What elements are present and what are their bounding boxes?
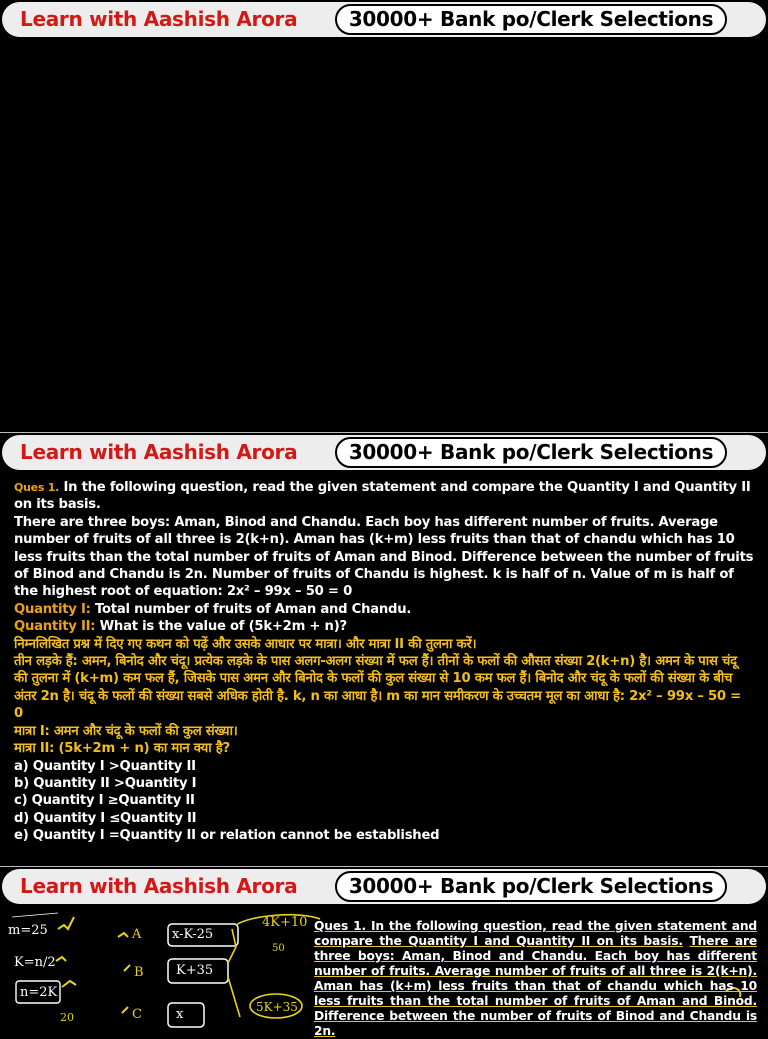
- slide3-question-text: [314, 919, 757, 1039]
- slide-1: [0, 0, 768, 432]
- annotation-b: B: [134, 965, 144, 980]
- annotation-n: n=2K: [20, 985, 58, 1000]
- brand-title: Learn with Aashish Arora: [20, 7, 298, 31]
- question-intro: [14, 479, 754, 514]
- annotation-b-expr: K+35: [176, 963, 214, 978]
- quantity-1-label: Quantity I:: [14, 601, 91, 617]
- annotation-bottom-left: 20: [60, 1011, 74, 1024]
- annotation-top-expr: 4K+10: [262, 915, 308, 930]
- slide-header: [0, 433, 768, 473]
- arrow-stroke: [118, 933, 128, 937]
- slide3-line-2: There are three boys: Aman, Binod and Chandu. Each boy has different number of fruits. Average number of fruits of all three is 2(k+n). Aman has (k+m) less fruits than that of chandu which has 10 less fruits than the total number of fruits of Aman and Binod. Difference between the number of fruits of Binod and Chandu is 2n.: [314, 934, 757, 1038]
- brand-title: Learn with Aashish Arora: [20, 440, 298, 464]
- checkmark-icon: [58, 917, 74, 929]
- question-intro-text: In the following question, read the given statement and compare the Quantity I and Quantity II on its basis.: [14, 480, 751, 513]
- hindi-quantity-1: मात्रा I: अमन और चंदू के फलों की कुल संख्या।: [14, 723, 238, 739]
- annotation-a: A: [132, 927, 142, 942]
- annotation-a-expr: x-K-25: [172, 927, 214, 942]
- option-e: e) Quantity I =Quantity II or relation cannot be established: [14, 828, 440, 844]
- quantity-2-label: Quantity II:: [14, 619, 96, 635]
- slide-header: [0, 0, 768, 40]
- expr-box-c: [168, 1003, 204, 1027]
- annotation-c-expr: x: [176, 1007, 184, 1022]
- question-label: Ques 1.: [14, 481, 60, 494]
- checkmark-icon: [56, 957, 66, 961]
- slide3-line-1: Ques 1. In the following question, read the given statement and compare the Quantity I and Quantity II on its basis.: [314, 919, 757, 948]
- selections-badge: 30000+ Bank po/Clerk Selections: [335, 437, 727, 468]
- slide-3: [0, 867, 768, 1038]
- quantity-1-text: Total number of fruits of Aman and Chandu.: [94, 601, 412, 617]
- option-c: c) Quantity I ≥Quantity II: [14, 793, 195, 809]
- selections-badge: 30000+ Bank po/Clerk Selections: [335, 871, 727, 902]
- hindi-statement: तीन लड़के हैं: अमन, बिनोद और चंदू। प्रत्येक लड़के के पास अलग-अलग संख्या में फल हैं। तीनों के फलों की औसत संख्या 2(k+n) है। अमन के पास चंदू की तुलना में (k+m) कम फल हैं, जिसके पास अमन और बिनोद के फलों की कुल संख्या से 10 कम फल हैं। बिनोद और चंदू के फलों की संख्या के बीच अंतर 2n है। चंदू के फलों की संख्या सबसे अधिक होती है. k, n का आधा है। m का मान समीकरण के उच्चतम मूल का आधा है: 2x² – 99x – 50 = 0: [14, 654, 741, 722]
- quantity-1: [14, 601, 754, 618]
- option-a: a) Quantity I >Quantity II: [14, 758, 196, 774]
- slide-2: [0, 433, 768, 865]
- quantity-2: [14, 618, 754, 635]
- brand-title: Learn with Aashish Arora: [20, 874, 298, 898]
- arrow-stroke: [124, 965, 130, 971]
- annotation-line: [12, 913, 58, 917]
- option-b: b) Quantity II >Quantity I: [14, 775, 197, 791]
- question-body: [14, 479, 754, 845]
- annotation-mid-expr: 5K+35: [256, 1000, 298, 1014]
- annotation-k: K=n/2: [14, 955, 56, 970]
- bracket-stroke: [228, 977, 240, 1017]
- arrow-stroke: [122, 1007, 128, 1013]
- option-d: d) Quantity I ≤Quantity II: [14, 810, 197, 826]
- hindi-quantity-2: मात्रा II: (5k+2m + n) का मान क्या है?: [14, 741, 230, 757]
- annotation-c: C: [132, 1007, 142, 1022]
- annotation-m: m=25: [8, 923, 48, 938]
- quantity-2-text: What is the value of (5k+2m + n)?: [99, 619, 347, 635]
- question-statement: There are three boys: Aman, Binod and Chandu. Each boy has different number of fruits. Average number of fruits of all three is 2(k+n). Aman has (k+m) less fruits than that of chandu which has 10 less fruits than the total number of fruits of Aman and Binod. Difference between the number of fruits of Binod and Chandu is 2n. Number of fruits of Chandu is highest. k is half of n. Value of m is half of the highest root of equation: 2x² – 99x – 50 = 0: [14, 514, 754, 600]
- checkmark-icon: [62, 981, 76, 987]
- hindi-intro: निम्नलिखित प्रश्न में दिए गए कथन को पढ़ें और उसके आधार पर मात्रा। और मात्रा II की तुलना करें।: [14, 636, 477, 652]
- selections-badge: 30000+ Bank po/Clerk Selections: [335, 4, 727, 35]
- annotation-fifty: 50: [272, 943, 285, 954]
